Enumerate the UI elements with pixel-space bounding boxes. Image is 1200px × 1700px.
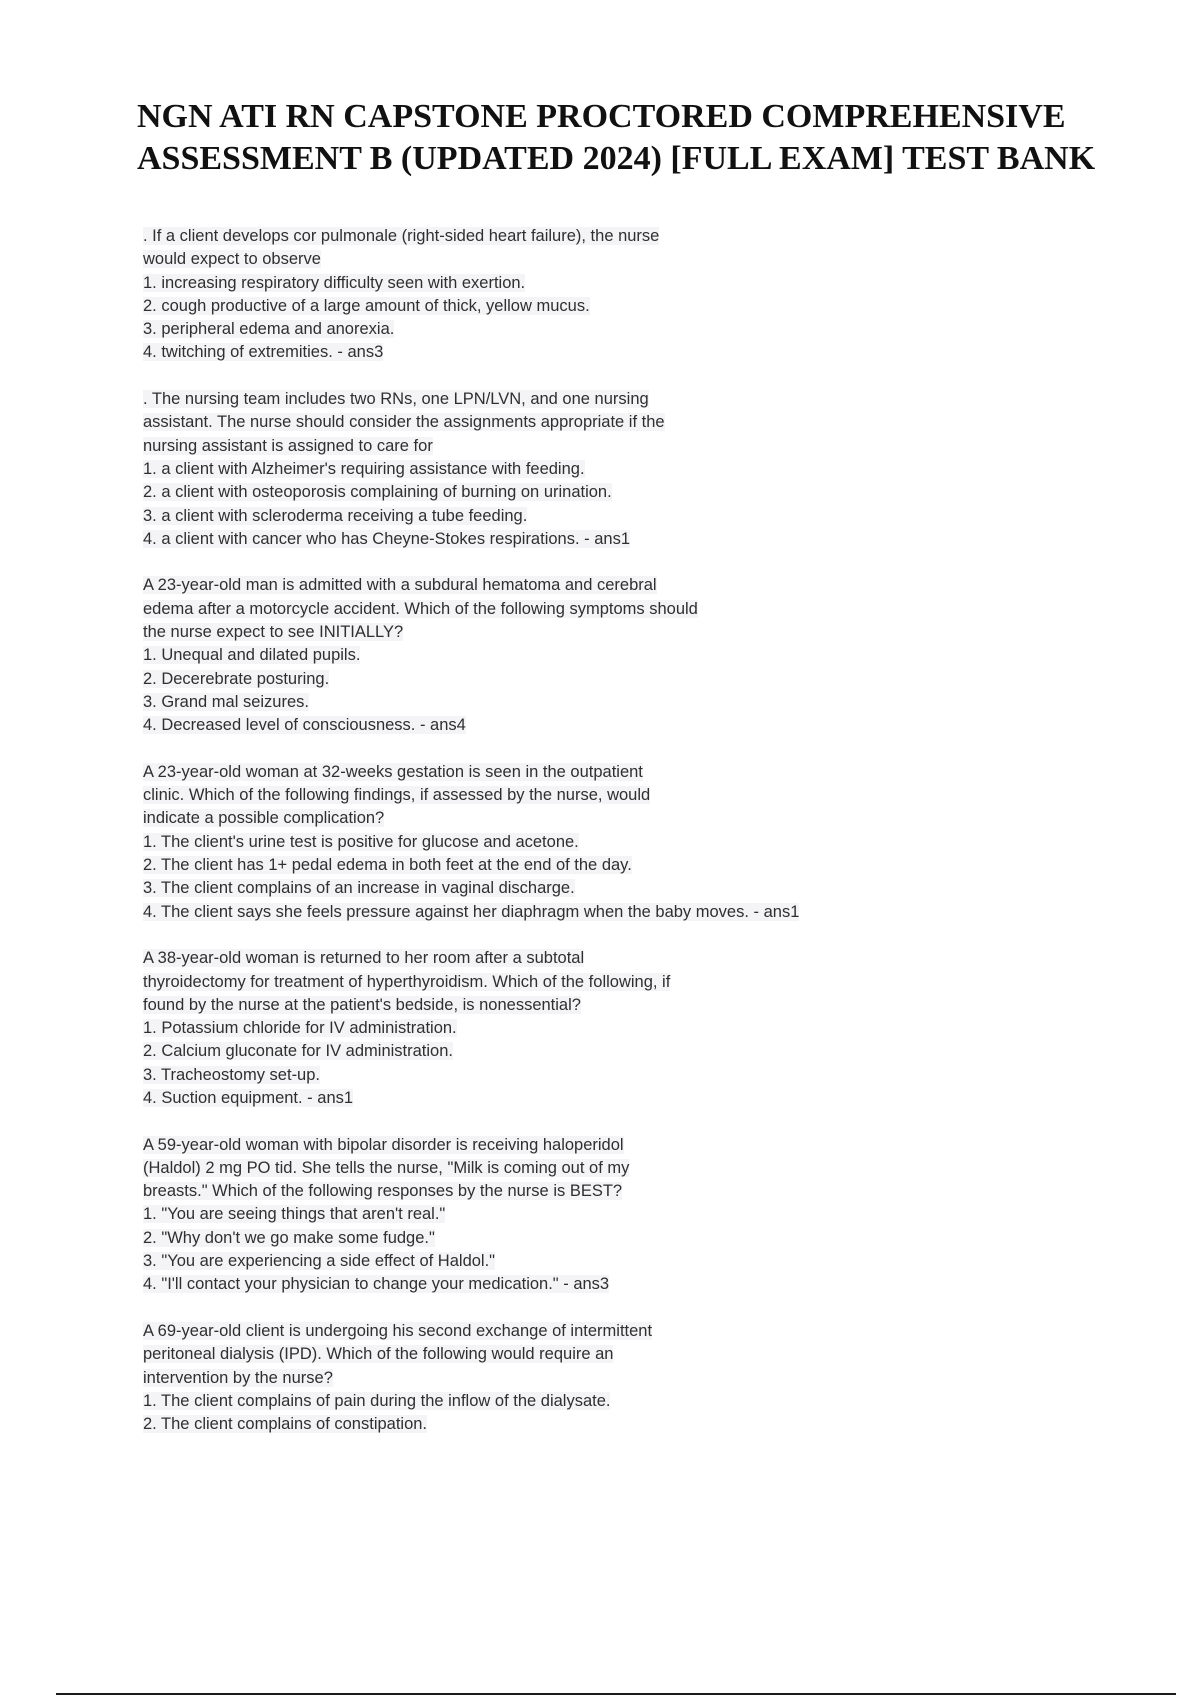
- question-text-line: [143, 621, 1143, 644]
- text-run: would expect to observe: [143, 250, 321, 269]
- document-title-line: ASSESSMENT B (UPDATED 2024) [FULL EXAM] TEST BANK: [137, 140, 1096, 177]
- question-text-line: [143, 1180, 1143, 1203]
- question-text-line: [143, 877, 1143, 900]
- text-run: 3. peripheral edema and anorexia.: [143, 320, 395, 339]
- text-run: nursing assistant is assigned to care for: [143, 436, 433, 455]
- question-text-line: [143, 1203, 1143, 1226]
- question-text-line: [143, 1413, 1143, 1436]
- text-run: indicate a possible complication?: [143, 809, 385, 828]
- question-text-line: [143, 598, 1143, 621]
- question-text-line: [143, 1064, 1143, 1087]
- question-text-line: [143, 971, 1143, 994]
- question-text-line: [143, 1087, 1143, 1110]
- text-run: 1. increasing respiratory difficulty seen with exertion.: [143, 273, 526, 292]
- question-text-line: [143, 481, 1143, 504]
- text-run: peritoneal dialysis (IPD). Which of the following would require an: [143, 1345, 614, 1364]
- question-text-line: [143, 272, 1143, 295]
- text-run: . If a client develops cor pulmonale (right-sided heart failure), the nurse: [143, 227, 660, 245]
- question-text-line: [143, 831, 1143, 854]
- text-run: edema after a motorcycle accident. Which of the following symptoms should: [143, 599, 698, 618]
- question-text-line: [143, 411, 1143, 434]
- text-run: 3. a client with scleroderma receiving a tube feeding.: [143, 506, 528, 525]
- question-stem-line: [143, 761, 1143, 784]
- text-run: 4. a client with cancer who has Cheyne-Stokes respirations. - ans1: [143, 529, 630, 548]
- text-run: 4. "I'll contact your physician to change your medication." - ans3: [143, 1275, 610, 1294]
- text-run: 1. a client with Alzheimer's requiring assistance with feeding.: [143, 459, 585, 478]
- question-block: [143, 1134, 1143, 1297]
- text-run: intervention by the nurse?: [143, 1368, 333, 1387]
- text-run: 1. Unequal and dilated pupils.: [143, 646, 361, 665]
- text-run: 2. a client with osteoporosis complaining of burning on urination.: [143, 483, 612, 502]
- question-text-line: [143, 668, 1143, 691]
- text-run: the nurse expect to see INITIALLY?: [143, 623, 404, 642]
- document-title-line: NGN ATI RN CAPSTONE PROCTORED COMPREHENSIVE: [137, 98, 1066, 135]
- document-title: [137, 96, 1177, 180]
- text-run: 1. The client complains of pain during the inflow of the dialysate.: [143, 1391, 611, 1410]
- question-text-line: [143, 318, 1143, 341]
- text-run: A 23-year-old man is admitted with a subdural hematoma and cerebral: [143, 576, 657, 595]
- text-run: 2. Calcium gluconate for IV administration.: [143, 1042, 453, 1061]
- question-text-line: [143, 528, 1143, 551]
- question-stem-line: [143, 947, 1143, 970]
- text-run: 1. Potassium chloride for IV administration.: [143, 1019, 457, 1038]
- question-block: [143, 947, 1143, 1110]
- text-run: 1. "You are seeing things that aren't real.": [143, 1205, 446, 1224]
- text-run: assistant. The nurse should consider the assignments appropriate if the: [143, 413, 665, 432]
- text-run: 3. Tracheostomy set-up.: [143, 1065, 320, 1084]
- text-run: (Haldol) 2 mg PO tid. She tells the nurse, "Milk is coming out of my: [143, 1158, 630, 1177]
- text-run: A 38-year-old woman is returned to her room after a subtotal: [143, 949, 585, 968]
- question-text-line: [143, 1250, 1143, 1273]
- text-run: 2. cough productive of a large amount of thick, yellow mucus.: [143, 296, 590, 315]
- text-run: A 59-year-old woman with bipolar disorder is receiving haloperidol: [143, 1135, 624, 1154]
- text-run: 3. "You are experiencing a side effect of Haldol.": [143, 1252, 496, 1271]
- question-text-line: [143, 1367, 1143, 1390]
- question-stem-line: [143, 1134, 1143, 1157]
- text-run: 4. The client says she feels pressure against her diaphragm when the baby moves. - ans1: [143, 902, 800, 921]
- question-text-line: [143, 295, 1143, 318]
- text-run: 2. The client complains of constipation.: [143, 1415, 428, 1434]
- question-text-line: [143, 341, 1143, 364]
- text-run: 2. Decerebrate posturing.: [143, 669, 330, 688]
- question-stem-line: [143, 388, 1143, 411]
- question-stem-line: [143, 225, 1143, 248]
- question-text-line: [143, 1227, 1143, 1250]
- question-block: [143, 225, 1143, 365]
- text-run: 3. Grand mal seizures.: [143, 692, 309, 711]
- question-text-line: [143, 1017, 1143, 1040]
- text-run: 4. Decreased level of consciousness. - ans4: [143, 716, 466, 735]
- text-run: 2. "Why don't we go make some fudge.": [143, 1228, 435, 1247]
- question-stem-line: [143, 574, 1143, 597]
- text-run: 4. Suction equipment. - ans1: [143, 1088, 354, 1107]
- question-block: [143, 1320, 1143, 1436]
- question-block: [143, 388, 1143, 551]
- text-run: A 23-year-old woman at 32-weeks gestation is seen in the outpatient: [143, 762, 643, 781]
- question-text-line: [143, 691, 1143, 714]
- text-run: thyroidectomy for treatment of hyperthyroidism. Which of the following, if: [143, 972, 671, 991]
- text-run: 3. The client complains of an increase in vaginal discharge.: [143, 879, 575, 898]
- question-text-line: [143, 248, 1143, 271]
- question-text-line: [143, 1390, 1143, 1413]
- question-text-line: [143, 714, 1143, 737]
- text-run: 1. The client's urine test is positive for glucose and acetone.: [143, 832, 579, 851]
- footer-divider: [56, 1693, 1176, 1695]
- text-run: 2. The client has 1+ pedal edema in both feet at the end of the day.: [143, 856, 632, 875]
- text-run: breasts." Which of the following responses by the nurse is BEST?: [143, 1182, 623, 1201]
- question-text-line: [143, 994, 1143, 1017]
- question-text-line: [143, 644, 1143, 667]
- question-text-line: [143, 435, 1143, 458]
- question-stem-line: [143, 1320, 1143, 1343]
- question-text-line: [143, 505, 1143, 528]
- text-run: found by the nurse at the patient's bedside, is nonessential?: [143, 995, 581, 1014]
- text-run: clinic. Which of the following findings, if assessed by the nurse, would: [143, 786, 651, 805]
- question-text-line: [143, 458, 1143, 481]
- text-run: A 69-year-old client is undergoing his second exchange of intermittent: [143, 1321, 653, 1340]
- question-text-line: [143, 1273, 1143, 1296]
- question-list: [143, 225, 1143, 1460]
- question-block: [143, 761, 1143, 924]
- question-block: [143, 574, 1143, 737]
- question-text-line: [143, 1157, 1143, 1180]
- question-text-line: [143, 784, 1143, 807]
- question-text-line: [143, 1343, 1143, 1366]
- text-run: . The nursing team includes two RNs, one LPN/LVN, and one nursing: [143, 390, 649, 409]
- question-text-line: [143, 1040, 1143, 1063]
- question-text-line: [143, 901, 1143, 924]
- question-text-line: [143, 854, 1143, 877]
- question-text-line: [143, 807, 1143, 830]
- text-run: 4. twitching of extremities. - ans3: [143, 343, 384, 362]
